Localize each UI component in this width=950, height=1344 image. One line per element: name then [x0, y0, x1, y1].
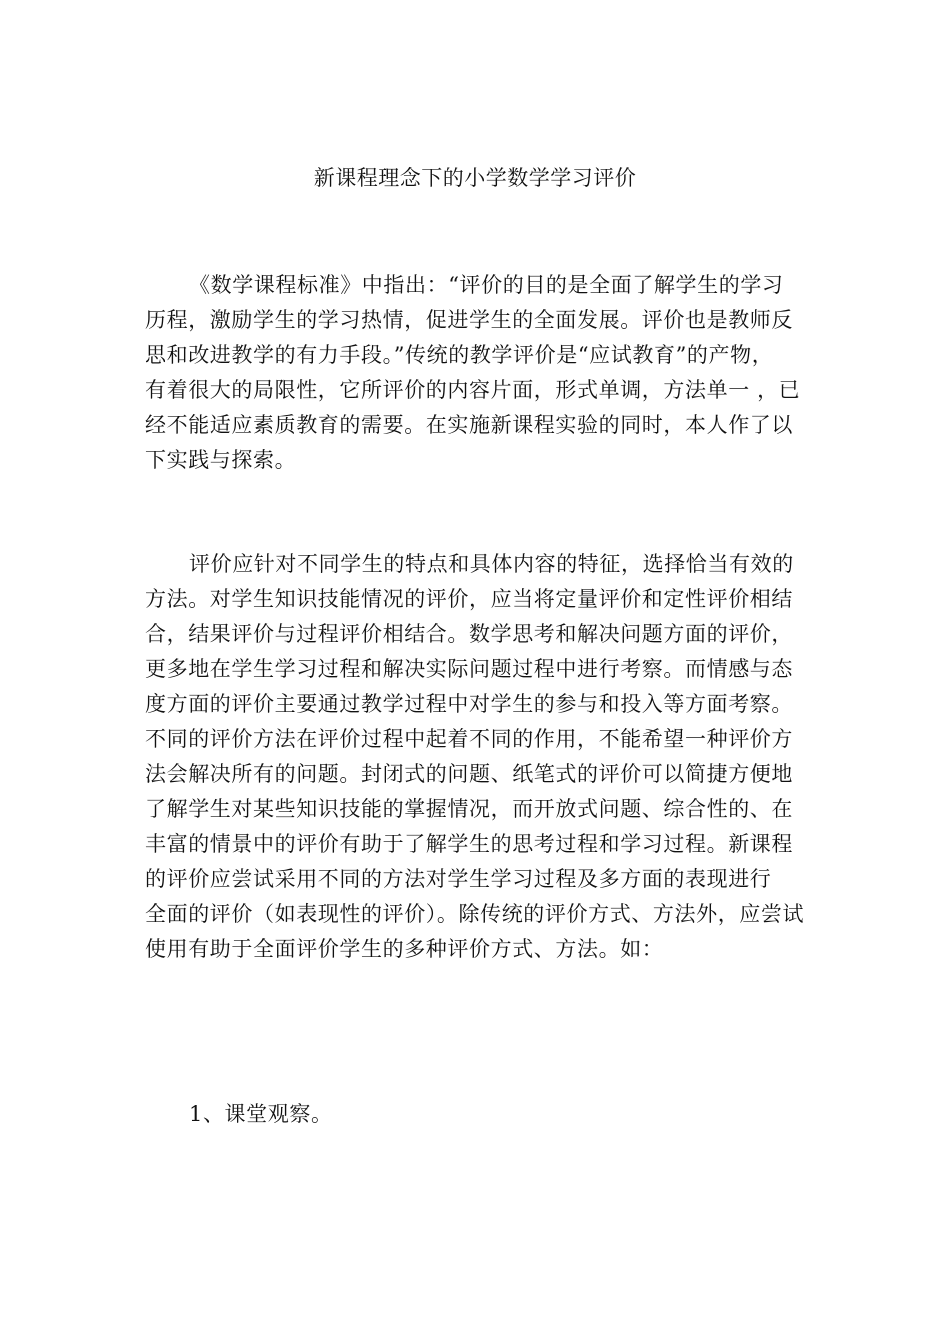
paragraph-line: 的评价应尝试采用不同的方法对学生学习过程及多方面的表现进行 [145, 867, 772, 891]
paragraph-line: 丰富的情景中的评价有助于了解学生的思考过程和学习过程。新课程 [145, 832, 793, 856]
document-title: 新课程理念下的小学数学学习评价 [313, 166, 637, 190]
paragraph-line: 度方面的评价主要通过教学过程中对学生的参与和投入等方面考察。 [145, 692, 793, 716]
section-heading-text: 1、课堂观察。 [189, 1102, 333, 1126]
paragraph-line: 全面的评价（如表现性的评价）。除传统的评价方式、方法外，应尝试 [145, 902, 805, 926]
paragraph-line: 评价应针对不同学生的特点和具体内容的特征，选择恰当有效的 [189, 552, 794, 576]
paragraph-line: 经不能适应素质教育的需要。在实施新课程实验的同时，本人作了以 [145, 413, 793, 437]
paragraph-line: 《数学课程标准》中指出：“评价的目的是全面了解学生的学习 [189, 273, 784, 297]
paragraph-line: 有着很大的局限性，它所评价的内容片面，形式单调，方法单一 ，已 [145, 378, 801, 402]
paragraph-line: 下实践与探索。 [145, 448, 297, 472]
paragraph-line: 思和改进教学的有力手段。”传统的教学评价是“应试教育”的产物， [145, 343, 774, 367]
paragraph-line: 合，结果评价与过程评价相结合。数学思考和解决问题方面的评价， [145, 622, 793, 646]
paragraph-intro [145, 268, 813, 478]
paragraph-methods [145, 547, 813, 967]
section-heading [145, 1097, 813, 1132]
paragraph-line: 了解学生对某些知识技能的掌握情况，而开放式问题、综合性的、在 [145, 797, 793, 821]
paragraph-line: 方法。对学生知识技能情况的评价，应当将定量评价和定性评价相结 [145, 587, 793, 611]
paragraph-line: 使用有助于全面评价学生的多种评价方式、方法。如： [145, 937, 664, 961]
paragraph-line: 不同的评价方法在评价过程中起着不同的作用，不能希望一种评价方 [145, 727, 793, 751]
paragraph-line: 历程，激励学生的学习热情，促进学生的全面发展。评价也是教师反 [145, 308, 793, 332]
paragraph-line: 更多地在学生学习过程和解决实际问题过程中进行考察。而情感与态 [145, 657, 793, 681]
paragraph-line: 法会解决所有的问题。封闭式的问题、纸笔式的评价可以简捷方便地 [145, 762, 793, 786]
